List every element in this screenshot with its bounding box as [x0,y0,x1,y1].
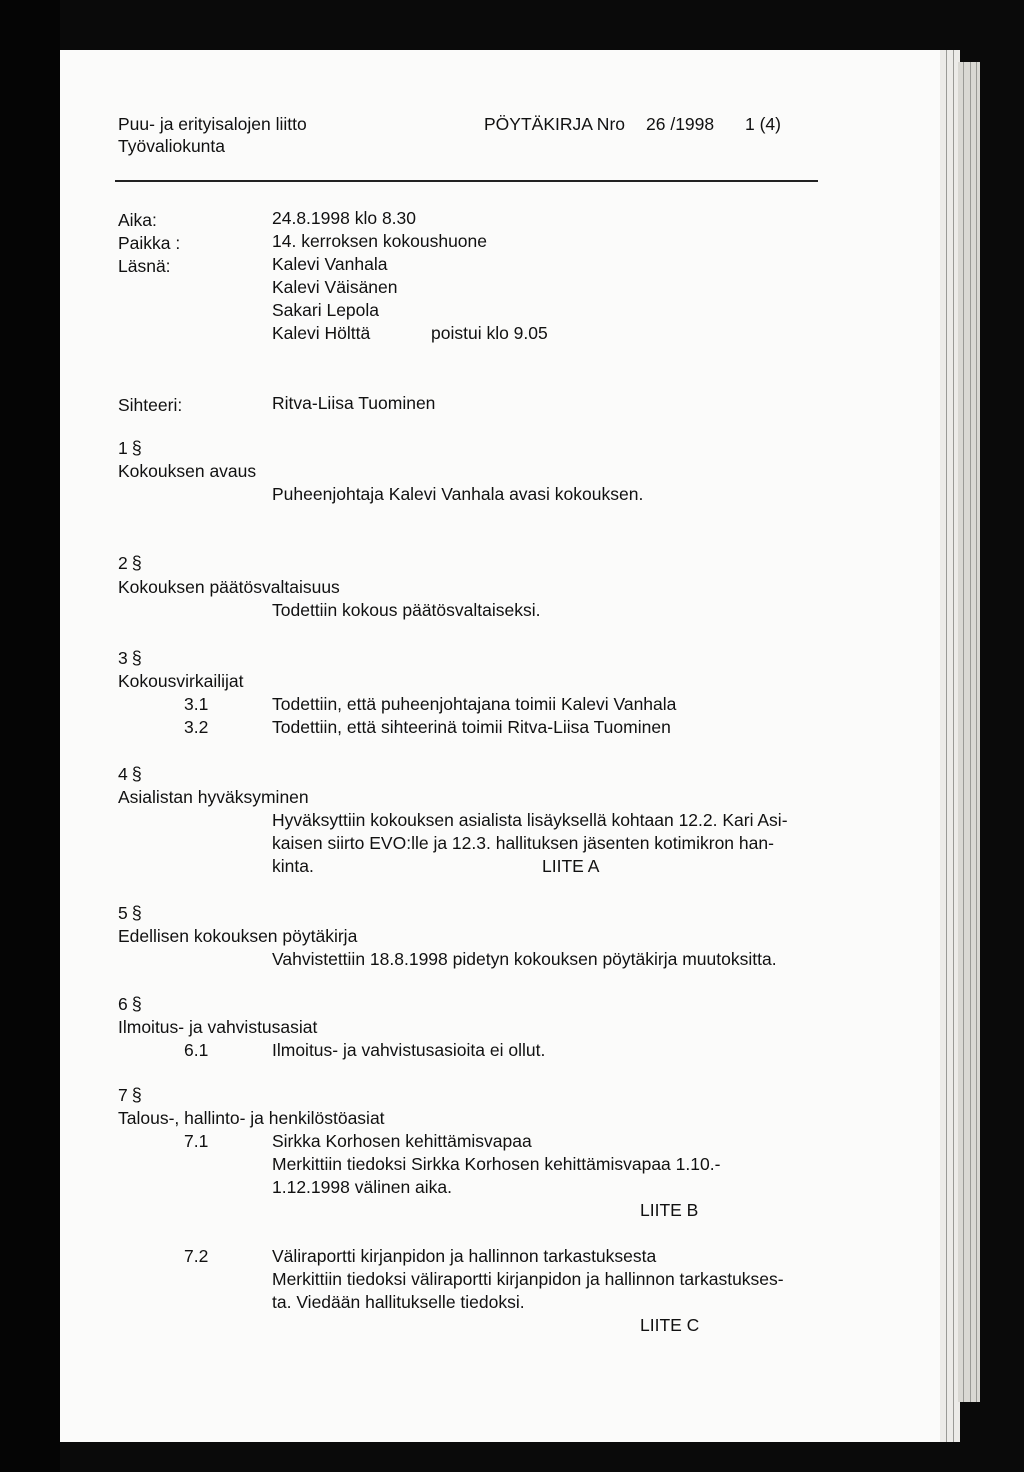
item-number: 3.1 [184,694,209,714]
section-sign: § [131,648,142,668]
section-number: 5 § [118,903,142,923]
section-title: Asialistan hyväksyminen [118,787,309,807]
place-value: 14. kerroksen kokoushuone [272,231,487,251]
section-sign: § [131,438,142,458]
item-number: 6.1 [184,1040,209,1060]
item-title: Väliraportti kirjanpidon ja hallinnon tarkastuksesta [272,1246,657,1266]
item-text-line: Merkittiin tiedoksi väliraportti kirjanpidon ja hallinnon tarkastukses- [272,1269,784,1289]
place-label: Paikka : [118,233,181,253]
section-title: Edellisen kokouksen pöytäkirja [118,926,358,946]
section-text: Puheenjohtaja Kalevi Vanhala avasi kokouksen. [272,484,644,504]
item-text-line: Merkittiin tiedoksi Sirkka Korhosen kehittämisvapaa 1.10.- [272,1154,721,1174]
section-number: 4 § [118,764,142,784]
section-sign: § [131,994,142,1014]
scan-binding-edge [0,0,60,1472]
item-text: Todettiin, että puheenjohtajana toimii Kalevi Vanhala [272,694,677,714]
document-page [60,50,940,1442]
doc-number: 26 /1998 [646,114,715,134]
item-number: 3.2 [184,717,209,737]
attendee: Kalevi Väisänen [272,277,398,297]
section-number: 7 § [118,1085,142,1105]
page-stack-edge [940,50,960,1442]
item-number: 7.1 [184,1131,209,1151]
present-label: Läsnä: [118,256,171,276]
attachment-ref: LIITE C [640,1315,700,1335]
section-number: 2 § [118,553,142,573]
section-text: Todettiin kokous päätösvaltaiseksi. [272,600,541,620]
section-title: Kokouksen avaus [118,461,257,481]
section-sign: § [131,903,142,923]
item-number: 7.2 [184,1246,209,1266]
page-stack-edge-inner [958,62,980,1402]
header-divider [115,180,818,182]
section-text-line: Hyväksyttiin kokouksen asialista lisäyksellä kohtaan 12.2. Kari Asi- [272,810,788,830]
section-text: Vahvistettiin 18.8.1998 pidetyn kokouksen pöytäkirja muutoksitta. [272,949,777,969]
attachment-ref: LIITE B [640,1200,699,1220]
section-text-line: kaisen siirto EVO:lle ja 12.3. hallituksen jäsenten kotimikron han- [272,833,774,853]
item-text-line: ta. Viedään hallitukselle tiedoksi. [272,1292,525,1312]
item-text: Ilmoitus- ja vahvistusasioita ei ollut. [272,1040,546,1060]
time-value: 24.8.1998 klo 8.30 [272,208,417,228]
attendee: Kalevi Hölttä [272,323,371,343]
item-text: Todettiin, että sihteerinä toimii Ritva-Liisa Tuominen [272,717,671,737]
attachment-ref: LIITE A [542,856,600,876]
section-sign: § [131,1085,142,1105]
time-label: Aika: [118,210,157,230]
page-number: 1 (4) [745,114,781,134]
item-text-line: 1.12.1998 välinen aika. [272,1177,452,1197]
attendee-note: poistui klo 9.05 [431,323,548,343]
secretary-value: Ritva-Liisa Tuominen [272,393,436,413]
secretary-label: Sihteeri: [118,395,183,415]
section-text-line: kinta. [272,856,314,876]
org-name: Puu- ja erityisalojen liitto [118,114,307,134]
section-sign: § [131,553,142,573]
committee-name: Työvaliokunta [118,136,226,156]
section-title: Kokouksen päätösvaltaisuus [118,577,340,597]
attendee: Kalevi Vanhala [272,254,388,274]
section-number: 3 § [118,648,142,668]
section-number: 6 § [118,994,142,1014]
doc-title: PÖYTÄKIRJA Nro [484,114,626,134]
section-title: Kokousvirkailijat [118,671,244,691]
section-sign: § [131,764,142,784]
section-title: Ilmoitus- ja vahvistusasiat [118,1017,318,1037]
section-number: 1 § [118,438,142,458]
section-title: Talous-, hallinto- ja henkilöstöasiat [118,1108,385,1128]
attendee: Sakari Lepola [272,300,380,320]
item-title: Sirkka Korhosen kehittämisvapaa [272,1131,532,1151]
